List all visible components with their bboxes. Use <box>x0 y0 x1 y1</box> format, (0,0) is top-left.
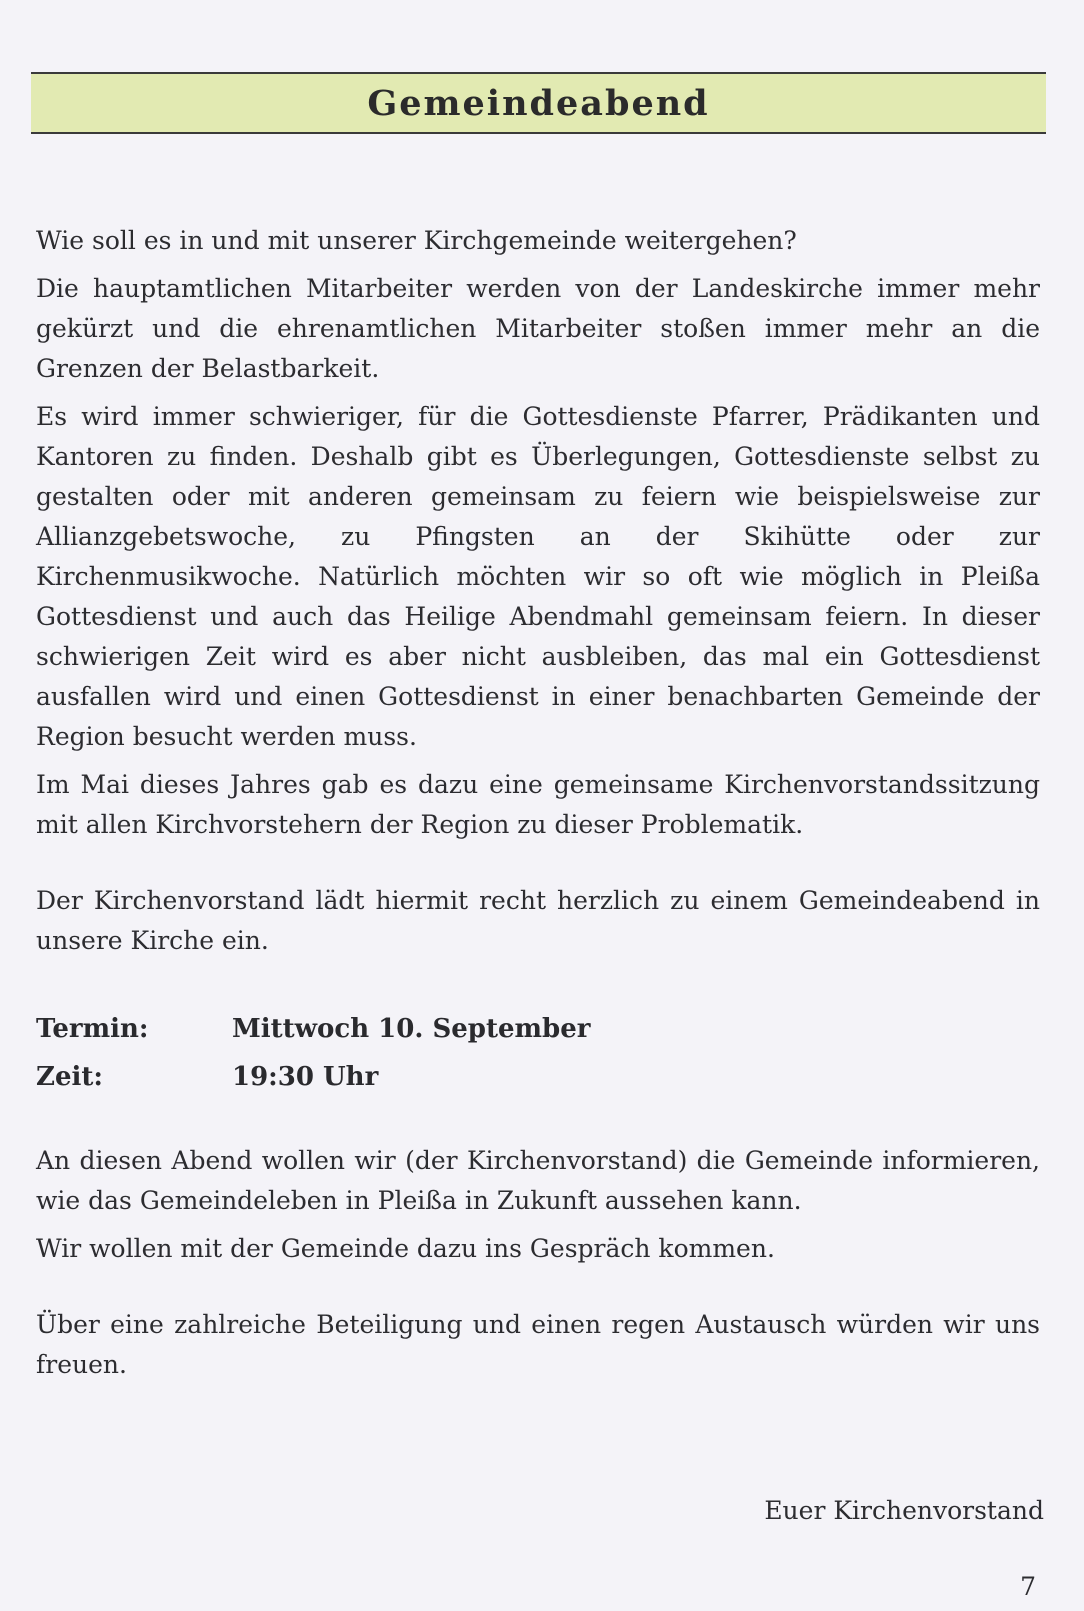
signature: Euer Kirchenvorstand <box>764 1496 1044 1525</box>
paragraph-meeting: Im Mai dieses Jahres gab es dazu eine gemeinsame Kirchenvorstandssitzung mit allen Kirchvorstehern der Region zu dieser Problematik. <box>36 770 1040 839</box>
title-banner <box>31 72 1046 134</box>
article-body <box>36 221 1040 1385</box>
paragraph-invitation: Der Kirchenvorstand lädt hiermit recht herzlich zu einem Gemeindeabend in unsere Kirche ein. <box>36 886 1040 955</box>
event-date-value: Mittwoch 10. September <box>232 1014 591 1044</box>
event-time-label: Zeit: <box>36 1062 104 1092</box>
paragraph-intro-question: Wie soll es in und mit unserer Kirchgemeinde weitergehen? <box>36 226 797 255</box>
page-title: Gemeindeabend <box>367 82 710 124</box>
event-date-row <box>36 1005 1040 1053</box>
event-time-value: 19:30 Uhr <box>232 1062 379 1092</box>
event-time-row <box>36 1053 1040 1101</box>
paragraph-inform: An diesen Abend wollen wir (der Kirchenvorstand) die Gemeinde informieren, wie das Gemeindeleben in Pleißa in Zukunft aussehen kann. <box>36 1146 1040 1215</box>
page-number: 7 <box>1020 1572 1036 1601</box>
paragraph-services: Es wird immer schwieriger, für die Gottesdienste Pfarrer, Prädikanten und Kantoren zu finden. Deshalb gibt es Überlegungen, Gottesdienste selbst zu gestalten oder mit anderen gemeinsam zu feiern wie beispielsweise zur Allianzgebetswoche, zu Pfingsten an der Skihütte oder zur Kirchenmusikwoche. Natürlich möchten wir so oft wie möglich in Pleißa Gottesdienst und auch das Heilige Abendmahl gemeinsam feiern. In dieser schwierigen Zeit wird es aber nicht ausbleiben, das mal ein Gottesdienst ausfallen wird und einen Gottesdienst in einer benachbarten Gemeinde der Region besucht werden muss. <box>36 402 1040 751</box>
paragraph-closing: Über eine zahlreiche Beteiligung und einen regen Austausch würden wir uns freuen. <box>36 1310 1040 1379</box>
paragraph-staff: Die hauptamtlichen Mitarbeiter werden von der Landeskirche immer mehr gekürzt und die ehrenamtlichen Mitarbeiter stoßen immer mehr an die Grenzen der Belastbarkeit. <box>36 274 1040 383</box>
event-date-label: Termin: <box>36 1014 149 1044</box>
event-details <box>36 1005 1040 1101</box>
paragraph-conversation: Wir wollen mit der Gemeinde dazu ins Gespräch kommen. <box>36 1234 775 1263</box>
